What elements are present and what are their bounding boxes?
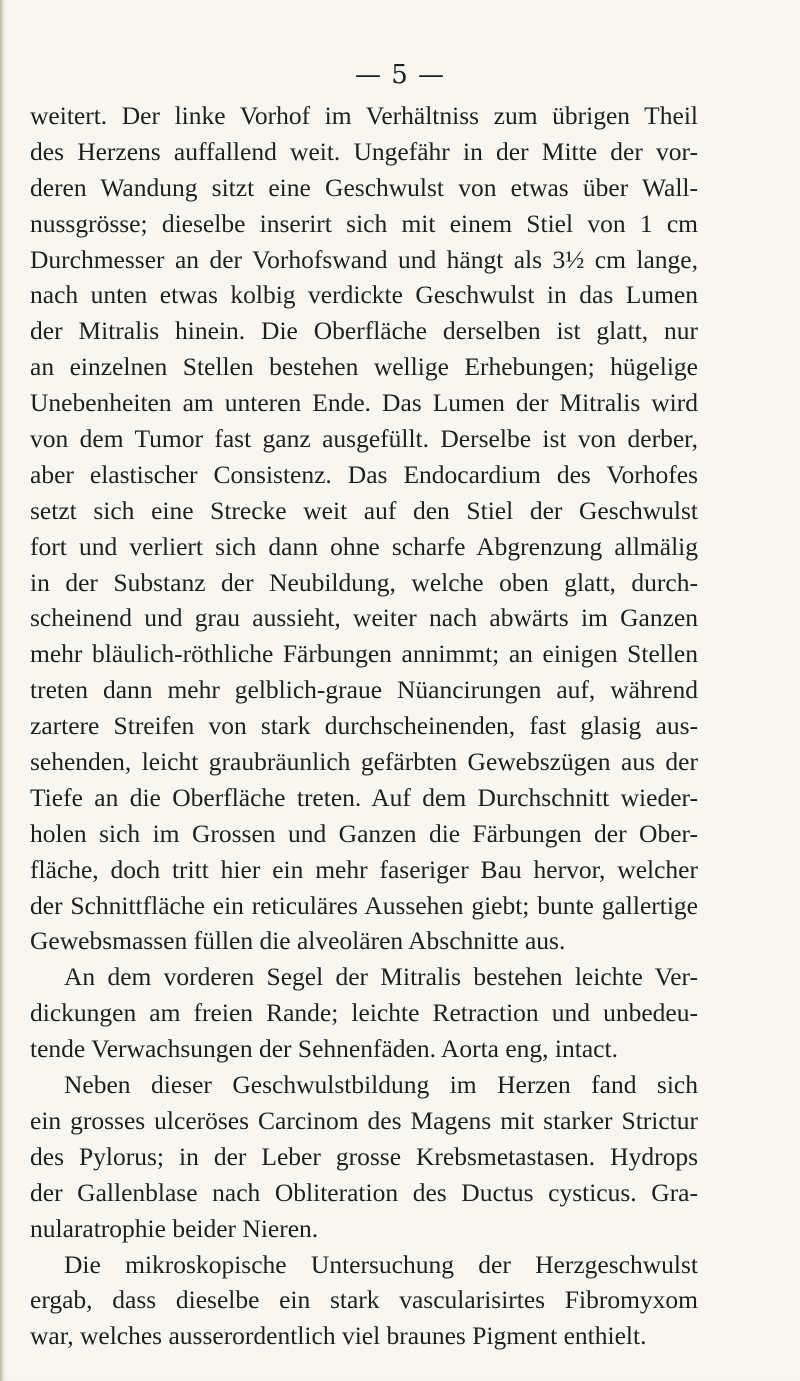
text-line: der Schnittfläche ein reticuläres Aussehen giebt; bunte gallertige [30,890,698,920]
text-line: war, welches ausserordentlich viel braunes Pigment enthielt. [30,1321,647,1351]
text-line: Unebenheiten am unteren Ende. Das Lumen der Mitralis wird [30,388,698,418]
text-line: nussgrösse; dieselbe inserirt sich mit einem Stiel von 1 cm [30,208,698,238]
text-line: in der Substanz der Neubildung, welche oben glatt, durch- [30,567,698,597]
text-line: fläche, doch tritt hier ein mehr faseriger Bau hervor, welcher [30,854,698,884]
text-line: deren Wandung sitzt eine Geschwulst von etwas über Wall- [30,172,698,202]
text-line: Gewebsmassen füllen die alveolären Abschnitte aus. [30,926,566,956]
text-line: nach unten etwas kolbig verdickte Geschwulst in das Lumen [30,280,698,310]
text-line: scheinend und grau aussieht, weiter nach abwärts im Ganzen [30,603,698,633]
text-line: fort und verliert sich dann ohne scharfe Abgrenzung allmälig [30,531,698,561]
text-line: Durchmesser an der Vorhofswand und hängt als 3½ cm lange, [30,244,698,274]
text-line: an einzelnen Stellen bestehen wellige Erhebungen; hügelige [30,352,698,382]
text-line: treten dann mehr gelblich-graue Nüancirungen auf, während [30,675,698,705]
text-line: der Gallenblase nach Obliteration des Ductus cysticus. Gra- [30,1177,698,1207]
text-line: sehenden, leicht graubräunlich gefärbten Gewebszügen aus der [30,747,698,777]
text-line: des Pylorus; in der Leber grosse Krebsmetastasen. Hydrops [30,1141,698,1171]
body-text [30,98,698,1354]
text-line: holen sich im Grossen und Ganzen die Färbungen der Ober- [30,818,698,848]
text-line: ergab, dass dieselbe ein stark vascularisirtes Fibromyxom [30,1285,698,1315]
text-line: weitert. Der linke Vorhof im Verhältniss zum übrigen Theil [30,101,698,130]
text-line: ein grosses ulceröses Carcinom des Magens mit starker Strictur [30,1105,698,1135]
text-line: tende Verwachsungen der Sehnenfäden. Aorta eng, intact. [30,1034,618,1064]
text-line: zartere Streifen von stark durchscheinenden, fast glasig aus- [30,711,698,741]
text-line: Neben dieser Geschwulstbildung im Herzen fand sich [64,1070,698,1100]
text-line: An dem vorderen Segel der Mitralis bestehen leichte Ver- [64,962,698,992]
text-line: von dem Tumor fast ganz ausgefüllt. Derselbe ist von derber, [30,424,698,454]
text-line: Tiefe an die Oberfläche treten. Auf dem Durchschnitt wieder- [30,782,698,812]
text-line: nularatrophie beider Nieren. [30,1213,319,1243]
text-line: mehr bläulich-röthliche Färbungen annimmt; an einigen Stellen [30,639,698,669]
page-edge [0,0,4,1381]
text-line: Die mikroskopische Untersuchung der Herzgeschwulst [64,1249,698,1279]
text-line: aber elastischer Consistenz. Das Endocardium des Vorhofes [30,459,698,489]
text-line: dickungen am freien Rande; leichte Retraction und unbedeu- [30,998,698,1028]
text-line: des Herzens auffallend weit. Ungefähr in der Mitte der vor- [30,136,698,166]
text-line: setzt sich eine Strecke weit auf den Stiel der Geschwulst [30,495,698,525]
text-line: der Mitralis hinein. Die Oberfläche derselben ist glatt, nur [30,316,698,346]
page-number: — 5 — [354,60,446,90]
